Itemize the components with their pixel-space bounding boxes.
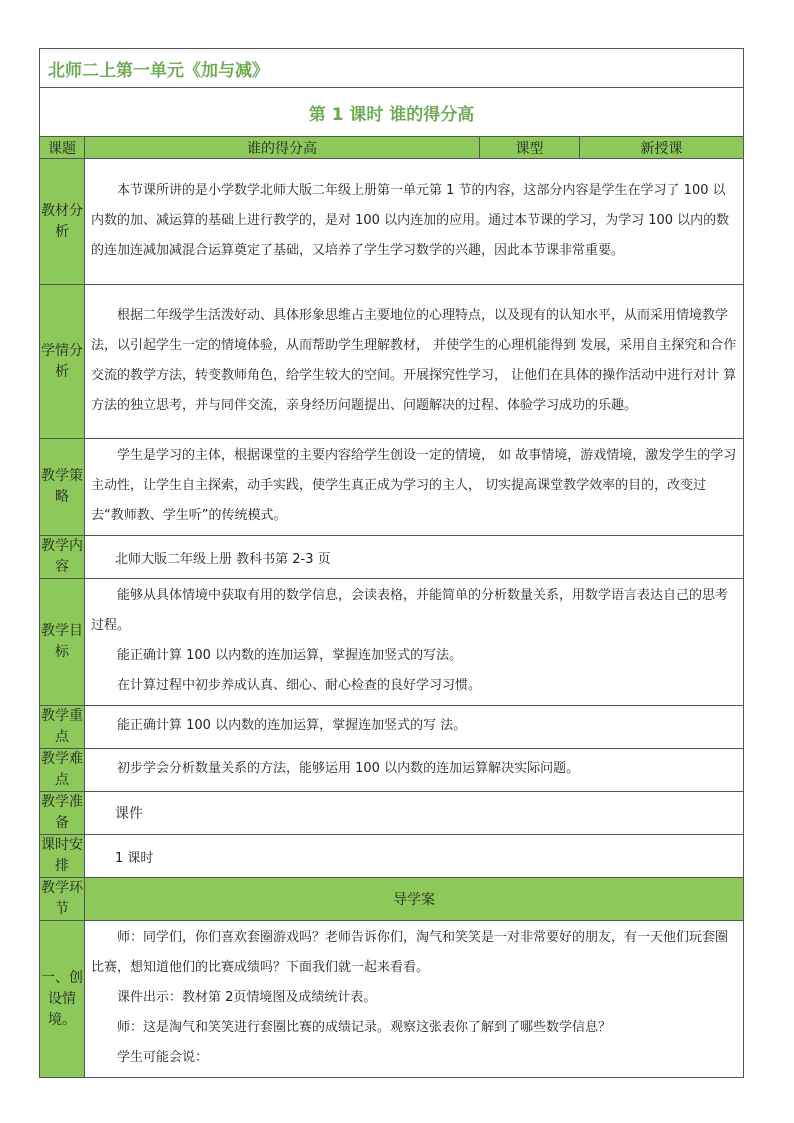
row-label-textbook: 教材分析: [40, 159, 85, 285]
teaching-strategy: [85, 439, 744, 536]
student-analysis-text: 根据二年级学生活泼好动、具体形象思维占主要地位的心理特点，以及现有的认知水平，从而采用情境教学法，以引起学生一定的情境体验，从而帮助学生理解教材， 并使学生的心理机能得到 发展，采用自主探究和合作交流的教学方法，转变教师角色，给学生较大的空间。开展探究性学习， 让他们在具体的操作活动中进行对计 算方法的独立思考，并与同伴交流，亲身经历问题提出、问题解决的过程、体验学习成功的乐趣。: [91, 307, 737, 413]
teaching-strategy-text: 学生是学习的主体，根据课堂的主要内容给学生创设一定的情境， 如 故事情境，游戏情境，激发学生的学习主动性，让学生自主探索，动手实践，使学生真正成为学习的主人， 切实提高课堂教学效率的目的，改变过去“教师教、学生听”的传统模式。: [91, 448, 737, 523]
goal-item: 能正确计算 100 以内数的连加运算，掌握连加竖式的写法。: [117, 648, 463, 663]
lesson-plan-table: [39, 48, 744, 1078]
difficulties: [85, 749, 744, 792]
goal-item: 在计算过程中初步养成认真、细心、耐心检查的良好学习习惯。: [117, 678, 482, 693]
row-label-students: 学情分析: [40, 285, 85, 439]
row-label-preparation: 教学准备: [40, 792, 85, 835]
section1-paragraph: 课件出示：教材第 2页情境图及成绩统计表。: [117, 990, 377, 1005]
teaching-content: 北师大版二年级上册 教科书第 2-3 页: [85, 536, 744, 579]
unit-title: 北师二上第一单元《加与减》: [40, 49, 744, 88]
row-label-stage: 教学环节: [40, 878, 85, 921]
student-analysis: [85, 285, 744, 439]
goal-item: 能够从具体情境中获取有用的数学信息，会读表格，并能简单的分析数量关系，用数学语言表达自己的思考过程。: [91, 588, 729, 633]
teaching-goals: [85, 579, 744, 706]
lesson-plan-page: [39, 48, 743, 1078]
row-label-goals: 教学目标: [40, 579, 85, 706]
row-label-strategy: 教学策略: [40, 439, 85, 536]
stage-heading: 导学案: [85, 878, 744, 921]
header-type-label: 课型: [480, 137, 580, 159]
row-label-content: 教学内容: [40, 536, 85, 579]
textbook-analysis: [85, 159, 744, 285]
section1-paragraph: 师：这是淘气和笑笑进行套圈比赛的成绩记录。观察这张表你了解到了哪些数学信息？: [117, 1020, 612, 1035]
row-label-section1: 一、创设情境。: [40, 921, 85, 1078]
row-label-difficulties: 教学难点: [40, 749, 85, 792]
row-label-schedule: 课时安排: [40, 835, 85, 878]
key-points-text: 能正确计算 100 以内数的连加运算，掌握连加竖式的写 法。: [117, 718, 467, 733]
preparation: 课件: [85, 792, 744, 835]
row-label-key-points: 教学重点: [40, 706, 85, 749]
difficulties-text: 初步学会分析数量关系的方法，能够运用 100 以内数的连加运算解决实际问题。: [117, 761, 580, 776]
schedule: 1 课时: [85, 835, 744, 878]
key-points: [85, 706, 744, 749]
header-label: 课题: [40, 137, 85, 159]
textbook-analysis-text: 本节课所讲的是小学数学北师大版二年级上册第一单元第 1 节的内容，这部分内容是学生在学习了 100 以内数的加、减运算的基础上进行教学的，是对 100 以内连加的应用。通过本节课的学习，为学习 100 以内的数的连加连减加减混合运算奠定了基础，又培养了学生学习数学的兴趣，因此本节课非常重要。: [91, 182, 730, 258]
lesson-title: 第 1 课时 谁的得分高: [40, 88, 744, 137]
header-topic: 谁的得分高: [85, 137, 480, 159]
section1-paragraph: 学生可能会说：: [117, 1050, 209, 1065]
section1-paragraph: 师：同学们，你们喜欢套圈游戏吗？老师告诉你们，淘气和笑笑是一对非常要好的朋友，有一天他们玩套圈比赛，想知道他们的比赛成绩吗？下面我们就一起来看看。: [91, 930, 729, 975]
section1-body: [85, 921, 744, 1078]
header-type-value: 新授课: [580, 137, 744, 159]
